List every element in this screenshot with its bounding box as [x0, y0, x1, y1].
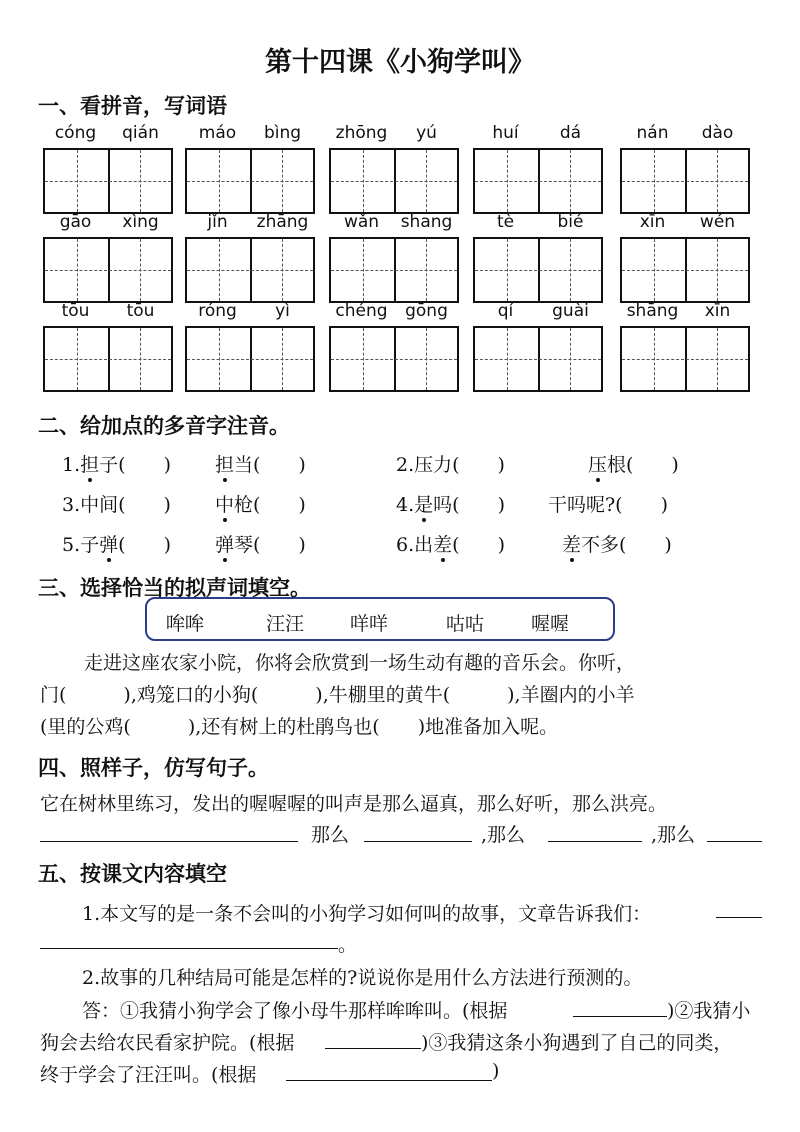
grid-guide-line	[282, 239, 283, 301]
grid-guide-line	[45, 181, 171, 182]
grid-guide-line	[507, 328, 508, 390]
poly-item-5b: 弹琴( )	[215, 530, 306, 557]
grid-guide-line	[475, 181, 601, 182]
question-2: 2.故事的几种结局可能是怎样的?说说你是用什么方法进行预测的。	[82, 967, 643, 989]
section-5-heading: 五、按课文内容填空	[38, 861, 227, 886]
writing-box[interactable]	[43, 237, 173, 303]
section-3-heading: 三、选择恰当的拟声词填空。	[38, 575, 311, 600]
poly-item-2: 2.压力( )	[396, 454, 505, 476]
answer-line[interactable]	[707, 841, 762, 842]
grid-guide-line	[475, 359, 601, 360]
writing-box[interactable]	[329, 237, 459, 303]
grid-guide-line	[77, 239, 78, 301]
grid-guide-line	[187, 181, 313, 182]
pinyin-label: bié	[557, 212, 584, 232]
grid-guide-line	[475, 270, 601, 271]
pinyin-label: yú	[416, 123, 437, 143]
writing-box[interactable]	[185, 148, 315, 214]
grid-guide-line	[140, 239, 141, 301]
grid-guide-line	[140, 328, 141, 390]
grid-guide-line	[570, 239, 571, 301]
grid-guide-line	[717, 239, 718, 301]
poly-item-4b: 干吗呢?( )	[548, 494, 669, 516]
grid-guide-line	[654, 239, 655, 301]
grid-guide-line	[363, 150, 364, 212]
pinyin-label: shāng	[626, 301, 679, 321]
answer-line[interactable]	[40, 948, 338, 949]
poly-item-5: 5.子弹( )	[62, 530, 171, 557]
pinyin-label: yì	[275, 301, 290, 321]
poly-item-3: 3.中间( )	[62, 494, 171, 516]
grid-guide-line	[622, 181, 748, 182]
grid-guide-line	[140, 150, 141, 212]
grid-guide-line	[570, 328, 571, 390]
writing-box[interactable]	[185, 326, 315, 392]
poly-item-4: 4.是吗( )	[396, 490, 505, 517]
pinyin-label: nán	[636, 123, 669, 143]
pinyin-label: xīn	[639, 212, 666, 232]
poly-item-2b: 压根( )	[588, 450, 679, 477]
poly-item-1: 1.担子( )	[62, 450, 171, 477]
pinyin-label: tè	[496, 212, 515, 232]
pinyin-label: xīn	[704, 301, 731, 321]
pinyin-label: shang	[400, 212, 453, 232]
poly-item-3b: 中枪( )	[215, 490, 306, 517]
grid-guide-line	[282, 150, 283, 212]
pinyin-label: qí	[497, 301, 514, 321]
pinyin-label: wǎn	[343, 212, 380, 232]
example-sentence: 它在树林里练习，发出的喔喔喔的叫声是那么逼真，那么好听，那么洪亮。	[40, 793, 668, 815]
answer-line[interactable]	[286, 1080, 492, 1081]
word-bank-option: 哞哞	[166, 613, 205, 635]
grid-guide-line	[426, 328, 427, 390]
word-bank-option: 汪汪	[266, 613, 305, 635]
answer-line-1a: 答：①我猜小狗学会了像小母牛那样哞哞叫。(根据	[82, 1000, 508, 1022]
grid-guide-line	[77, 328, 78, 390]
answer-line-3b: )	[492, 1060, 500, 1082]
poly-item-6b: 差不多( )	[562, 530, 672, 557]
grid-guide-line	[282, 328, 283, 390]
grid-guide-line	[331, 270, 457, 271]
grid-guide-line	[45, 270, 171, 271]
writing-box[interactable]	[620, 237, 750, 303]
passage-line-3: (里的公鸡( ),还有树上的杜鹃鸟也( )地准备加入呢。	[40, 716, 559, 738]
grid-guide-line	[654, 328, 655, 390]
section-2-heading: 二、给加点的多音字注音。	[38, 413, 290, 438]
answer-line-1b: )②我猜小	[667, 1000, 751, 1022]
writing-box[interactable]	[185, 237, 315, 303]
pinyin-label: chéng	[335, 301, 388, 321]
pinyin-label: zhōng	[335, 123, 388, 143]
pinyin-label: xìng	[122, 212, 159, 232]
pinyin-label: dá	[559, 123, 582, 143]
grid-guide-line	[219, 239, 220, 301]
answer-line[interactable]	[40, 841, 298, 842]
answer-line-2a: 狗会去给农民看家护院。(根据	[40, 1032, 295, 1054]
grid-guide-line	[654, 150, 655, 212]
writing-box[interactable]	[473, 148, 603, 214]
writing-box[interactable]	[43, 148, 173, 214]
writing-box[interactable]	[620, 148, 750, 214]
section-4-heading: 四、照样子，仿写句子。	[38, 755, 269, 780]
grid-guide-line	[45, 359, 171, 360]
grid-guide-line	[507, 239, 508, 301]
pinyin-label: wén	[699, 212, 736, 232]
writing-box[interactable]	[329, 148, 459, 214]
pinyin-label: qián	[122, 123, 159, 143]
pinyin-label: dào	[701, 123, 734, 143]
pinyin-label: huí	[492, 123, 519, 143]
grid-guide-line	[426, 239, 427, 301]
na-label-3: ,那么	[651, 824, 696, 846]
writing-box[interactable]	[473, 237, 603, 303]
passage-line-2: 门( ),鸡笼口的小狗( ),牛棚里的黄牛( ),羊圈内的小羊	[40, 684, 635, 706]
grid-guide-line	[331, 359, 457, 360]
grid-guide-line	[622, 359, 748, 360]
answer-line[interactable]	[548, 841, 642, 842]
pinyin-label: tōu	[61, 301, 90, 321]
passage-line-1: 走进这座农家小院，你将会欣赏到一场生动有趣的音乐会。你听，	[84, 652, 636, 674]
grid-guide-line	[331, 181, 457, 182]
answer-line[interactable]	[573, 1016, 667, 1017]
pinyin-label: tōu	[126, 301, 155, 321]
writing-box[interactable]	[43, 326, 173, 392]
word-bank-option: 咩咩	[350, 613, 389, 635]
grid-guide-line	[717, 150, 718, 212]
pinyin-label: jǐn	[207, 212, 228, 232]
grid-guide-line	[77, 150, 78, 212]
na-label-1: 那么	[311, 824, 350, 846]
grid-guide-line	[219, 328, 220, 390]
pinyin-label: máo	[198, 123, 237, 143]
poly-item-1b: 担当( )	[215, 450, 306, 477]
pinyin-label: guài	[552, 301, 589, 321]
grid-guide-line	[363, 239, 364, 301]
section-1-heading: 一、看拼音，写词语	[38, 93, 227, 118]
pinyin-label: zhāng	[256, 212, 309, 232]
grid-guide-line	[363, 328, 364, 390]
grid-guide-line	[622, 270, 748, 271]
na-label-2: ,那么	[481, 824, 526, 846]
word-bank-option: 咕咕	[446, 613, 485, 635]
grid-guide-line	[426, 150, 427, 212]
writing-box[interactable]	[329, 326, 459, 392]
writing-box[interactable]	[473, 326, 603, 392]
pinyin-label: gāo	[59, 212, 92, 232]
answer-line[interactable]	[716, 917, 762, 918]
pinyin-label: róng	[198, 301, 237, 321]
grid-guide-line	[187, 270, 313, 271]
question-1-end: 。	[338, 934, 358, 956]
page-title: 第十四课《小狗学叫》	[265, 47, 535, 78]
grid-guide-line	[570, 150, 571, 212]
answer-line[interactable]	[325, 1048, 421, 1049]
grid-guide-line	[219, 150, 220, 212]
grid-guide-line	[507, 150, 508, 212]
grid-guide-line	[187, 359, 313, 360]
pinyin-label: bìng	[263, 123, 302, 143]
answer-line[interactable]	[364, 841, 472, 842]
question-1: 1.本文写的是一条不会叫的小狗学习如何叫的故事，文章告诉我们：	[82, 903, 652, 925]
pinyin-label: cóng	[54, 123, 97, 143]
word-bank-option: 喔喔	[531, 613, 570, 635]
answer-line-2b: )③我猜这条小狗遇到了自己的同类，	[421, 1032, 733, 1054]
answer-line-3a: 终于学会了汪汪叫。(根据	[40, 1064, 257, 1086]
writing-box[interactable]	[620, 326, 750, 392]
poly-item-6: 6.出差( )	[396, 530, 505, 557]
grid-guide-line	[717, 328, 718, 390]
pinyin-label: gōng	[405, 301, 448, 321]
